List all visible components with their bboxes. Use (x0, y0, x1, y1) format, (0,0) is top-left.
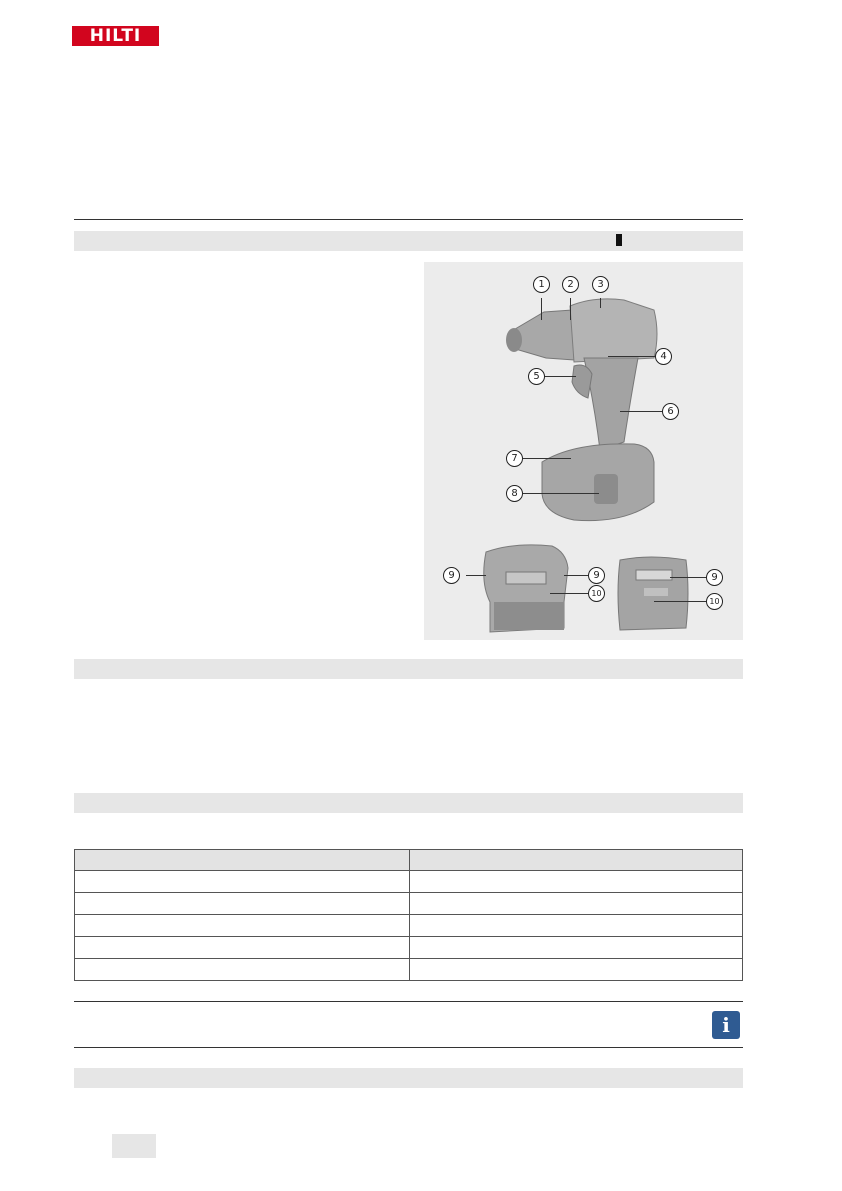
note-bottom-rule (74, 1047, 743, 1048)
table-row (75, 937, 743, 959)
section-heading-band (74, 1068, 743, 1088)
section-heading-band (74, 793, 743, 813)
table-row (75, 915, 743, 937)
table-header-row (75, 850, 743, 871)
hilti-logo: HILTI (72, 26, 159, 46)
table-cell (410, 959, 743, 981)
table-row (75, 871, 743, 893)
drill-illustration (424, 262, 743, 640)
callout-leader (544, 376, 576, 377)
section-heading-band (74, 231, 743, 251)
callout-number: 6 (662, 403, 679, 420)
callout-leader (620, 411, 662, 412)
callout-number: 9 (588, 567, 605, 584)
callout-number: 5 (528, 368, 545, 385)
info-icon: i (712, 1011, 740, 1039)
table-cell (410, 893, 743, 915)
callout-number: 7 (506, 450, 523, 467)
callout-leader (466, 575, 486, 576)
table-cell (410, 871, 743, 893)
callout-leader (570, 298, 571, 320)
callout-leader (600, 298, 601, 308)
callout-number: 9 (443, 567, 460, 584)
callout-number: 9 (706, 569, 723, 586)
language-marker (616, 234, 622, 246)
page-number-box (112, 1134, 156, 1158)
table-cell (75, 893, 410, 915)
table-cell (410, 915, 743, 937)
callout-number: 3 (592, 276, 609, 293)
callout-number: 10 (588, 585, 605, 602)
table-row (75, 893, 743, 915)
callout-leader (550, 593, 588, 594)
table-cell (410, 937, 743, 959)
table-header-cell (410, 850, 743, 871)
callout-number: 8 (506, 485, 523, 502)
table-cell (75, 937, 410, 959)
spec-table (74, 849, 743, 981)
callout-leader (654, 601, 706, 602)
table-cell (75, 871, 410, 893)
callout-leader (523, 458, 571, 459)
table-header-cell (75, 850, 410, 871)
callout-number: 1 (533, 276, 550, 293)
callout-leader (670, 577, 706, 578)
callout-number: 2 (562, 276, 579, 293)
section-divider (74, 219, 743, 220)
product-figure (424, 262, 743, 640)
callout-number: 4 (655, 348, 672, 365)
callout-leader (564, 575, 588, 576)
note-top-rule (74, 1001, 743, 1002)
section-heading-band (74, 659, 743, 679)
table-row (75, 959, 743, 981)
callout-number: 10 (706, 593, 723, 610)
table-cell (75, 959, 410, 981)
table-cell (75, 915, 410, 937)
callout-leader (608, 356, 656, 357)
callout-leader (541, 298, 542, 320)
callout-leader (523, 493, 599, 494)
